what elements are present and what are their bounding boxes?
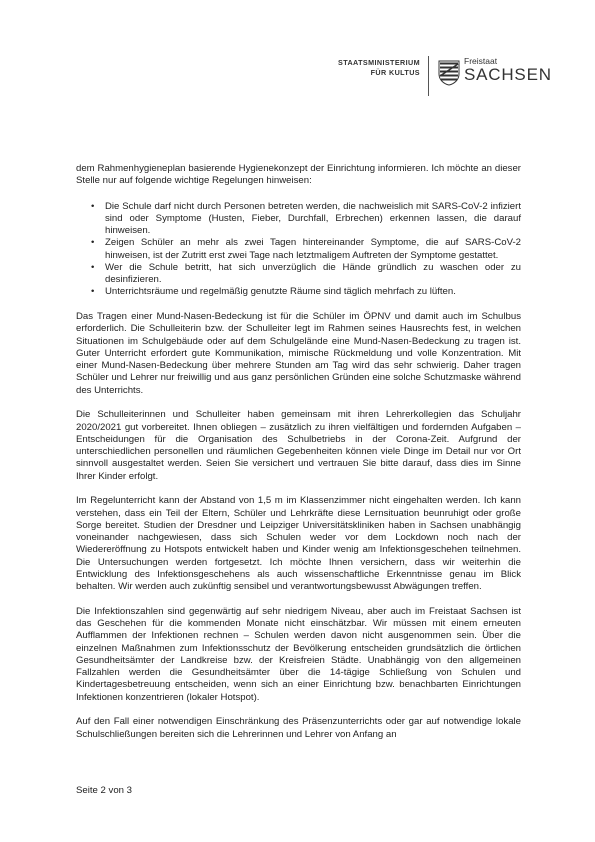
state-name: [464, 56, 574, 84]
letterhead-divider: [428, 56, 429, 96]
list-item: [76, 237, 521, 262]
list-item-text: Die Schule darf nicht durch Personen betreten werden, die nachweislich mit SARS-CoV-2 infiziert sind oder Symptome (Husten, Fieber, Durchfall, Erbrechen) erkennen lassen, die darauf hinweisen.: [105, 200, 521, 236]
state-name-large: SACHSEN: [464, 65, 552, 84]
list-item-text: Unterrichtsräume und regelmäßig genutzte Räume sind täglich mehrfach zu lüften.: [105, 286, 456, 298]
list-item-text: Wer die Schule betritt, hat sich unverzüglich die Hände gründlich zu waschen oder zu desinfizieren.: [105, 261, 521, 285]
bullet-icon: •: [91, 200, 95, 212]
saxony-coat-of-arms-icon: [438, 60, 460, 86]
ministry-line-1: STAATSMINISTERIUM: [338, 58, 420, 67]
body-paragraph: Auf den Fall einer notwendigen Einschränkung des Präsenzunterrichts oder gar auf notwendige lokale Schulschließungen bereiten sich die Lehrerinnen und Lehrer von Anfang an: [76, 716, 521, 740]
bullet-icon: •: [91, 286, 95, 298]
bullet-icon: •: [91, 261, 95, 273]
intro-paragraph: dem Rahmenhygieneplan basierende Hygienekonzept der Einrichtung informieren. Ich möchte an dieser Stelle nur auf folgende wichtige Regelungen hinweisen:: [76, 163, 521, 187]
state-name-small: Freistaat: [464, 56, 498, 66]
page-number: Seite 2 von 3: [76, 785, 133, 796]
list-item-text: Zeigen Schüler an mehr als zwei Tagen hintereinander Symptome, die auf SARS-CoV-2 hinweisen, ist der Zutritt erst zwei Tage nach letztmaligem Auftreten der Symptome gestattet.: [105, 237, 521, 261]
body-paragraph: Im Regelunterricht kann der Abstand von 1,5 m im Klassenzimmer nicht eingehalten werden. Ich kann verstehen, dass ein Teil der Eltern, Schüler und Lehrkräfte diese Lernsituation beunruhigt oder große Sorge bereitet. Studien der Dresdner und Leipziger Universitätskliniken haben in Sachsen unabhängig voneinander nachgewiesen, dass sich Schulen weder vor dem Lockdown noch nach der Wiedereröffnung zu Hotspots entwickelt haben und Kinder wenig am Infektionsgeschehen teilnehmen. Die Untersuchungen werden fortgesetzt. Ich möchte Ihnen versichern, dass wir weiterhin die Entwicklung des Infektionsgeschehens als auch wissenschaftliche Erkenntnisse genau im Blick behalten. Wir werden auch zukünftig sensibel und verantwortungsbewusst Abwägungen treffen.: [76, 495, 521, 592]
list-item: [76, 262, 521, 287]
bullet-icon: •: [91, 237, 95, 249]
rules-list: [76, 201, 521, 299]
ministry-line-2: FÜR KULTUS: [370, 68, 420, 77]
letterhead: [330, 56, 570, 100]
letter-body: [76, 163, 521, 753]
list-item: [76, 201, 521, 238]
ministry-name: [330, 58, 420, 78]
body-paragraph: Das Tragen einer Mund-Nasen-Bedeckung ist für die Schüler im ÖPNV und damit auch im Schulbus erforderlich. Die Schulleiterin bzw. der Schulleiter legt im Rahmen seines Hausrechts fest, in welchen Situationen im Schulgebäude oder auf dem Schulgelände eine Mund-Nasen-Bedeckung zu tragen ist. Guter Unterricht erfordert gute Kommunikation, mimische Rückmeldung und volle Konzentration. Mit einer Mund-Nasen-Bedeckung über mehrere Stunden am Tag wird das sehr schwierig. Daher tragen Schüler und Lehrer nur freiwillig und aus ganz persönlichen Gründen eine solche Schutzmaske während des Unterrichts.: [76, 311, 521, 396]
body-paragraph: Die Infektionszahlen sind gegenwärtig auf sehr niedrigem Niveau, aber auch im Freistaat Sachsen ist das Geschehen für die kommenden Monate nicht einschätzbar. Wir müssen mit einem erneuten Aufflammen der Infektionen rechnen – Schulen werden davon nicht ausgenommen sein. Über die einzelnen Maßnahmen zum Infektionsschutz der Bevölkerung entscheiden grundsätzlich die örtlichen Gesundheitsämter der Landkreise bzw. der Kreisfreien Städte. Unabhängig von den allgemeinen Fallzahlen werden die Gesundheitsämter über die 14-tägige Schließung von Schulen und Kindertagesbetreuung entscheiden, wenn sich an einer Einrichtung bzw. benachbarten Einrichtungen Infektionen konzentrieren (lokaler Hotspot).: [76, 605, 521, 703]
list-item: [76, 286, 521, 298]
body-paragraph: Die Schulleiterinnen und Schulleiter haben gemeinsam mit ihren Lehrerkollegien das Schuljahr 2020/2021 gut vorbereitet. Ihnen obliegen – zusätzlich zu ihren vielfältigen und fordernden Aufgaben – Entscheidungen für die Organisation des Schulbetriebs in der Corona-Zeit. Aufgrund der unterschiedlichen personellen und räumlichen Gegebenheiten können viele Dinge im Detail nur vor Ort sinnvoll ausgestaltet werden. Seien Sie versichert und vertrauen Sie bitte darauf, dass dies im Sinne Ihrer Kinder erfolgt.: [76, 409, 521, 482]
